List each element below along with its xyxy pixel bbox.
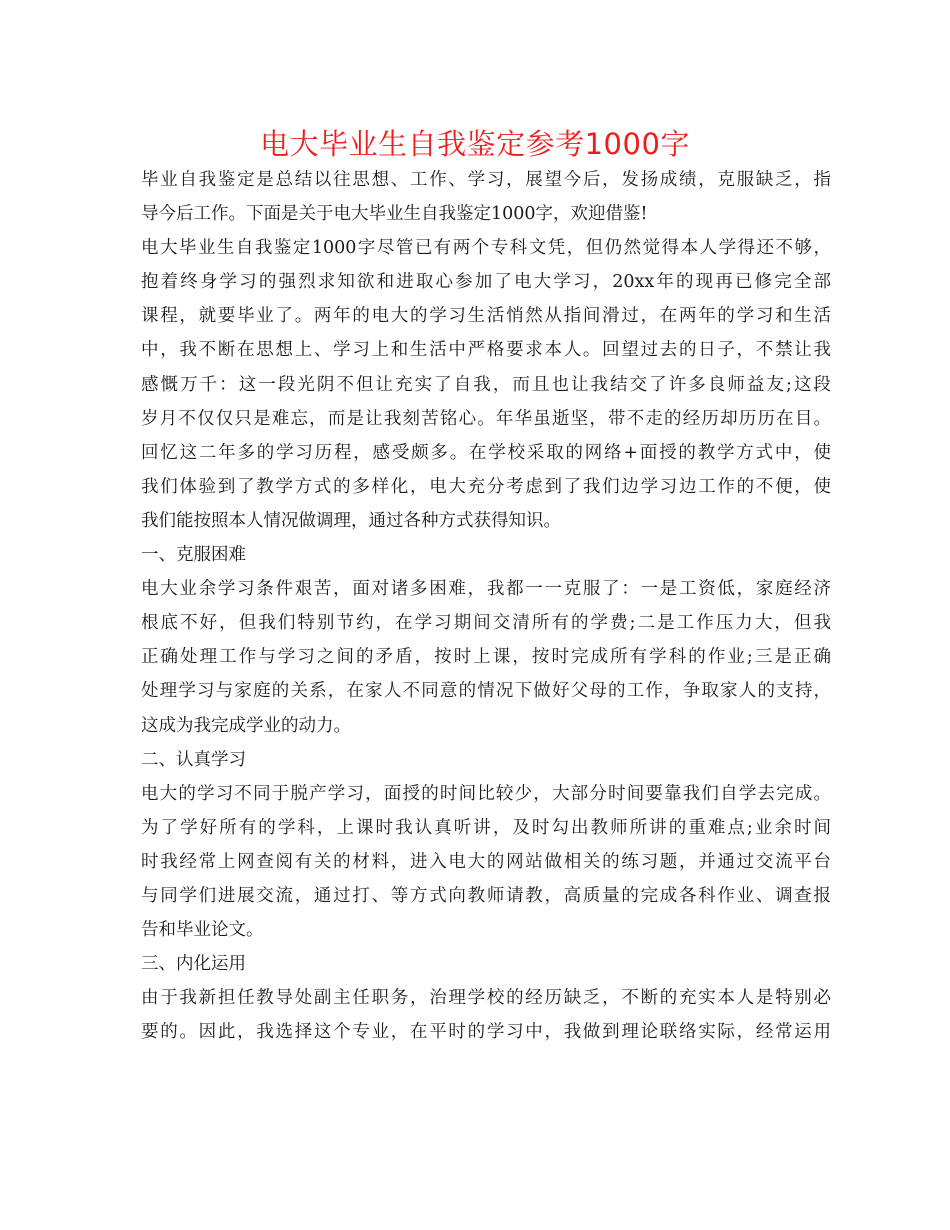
text-line: 电大的学习不同于脱产学习，面授的时间比较少，大部分时间要靠我们自学去完成。	[141, 783, 831, 804]
text-line: 告和毕业论文。	[141, 920, 264, 941]
text-line: 要的。因此，我选择这个专业，在平时的学习中，我做到理论联络实际，经常运用	[141, 1022, 831, 1043]
text-line: 处理学习与家庭的关系，在家人不同意的情况下做好父母的工作，争取家人的支持，	[141, 681, 831, 702]
text-line: 感慨万千：这一段光阴不但让充实了自我，而且也让我结交了许多良师益友;这段	[141, 374, 831, 395]
text-line: 这成为我完成学业的动力。	[141, 715, 351, 736]
text-line: 由于我新担任教导处副主任职务，治理学校的经历缺乏，不断的充实本人是特别必	[141, 988, 831, 1009]
text-line: 课程，就要毕业了。两年的电大的学习生活悄然从指间滑过，在两年的学习和生活	[141, 306, 831, 327]
text-line: 为了学好所有的学科，上课时我认真听讲，及时勾出教师所讲的重难点;业余时间	[141, 817, 831, 838]
text-line: 二、认真学习	[141, 749, 246, 770]
text-line: 电大毕业生自我鉴定1000字尽管已有两个专科文凭，但仍然觉得本人学得还不够，	[141, 238, 831, 259]
document-title: 电大毕业生自我鉴定参考1000字	[260, 127, 690, 161]
text-line: 毕业自我鉴定是总结以往思想、工作、学习，展望今后，发扬成绩，克服缺乏，指	[141, 170, 831, 190]
text-line: 我们能按照本人情况做调理，通过各种方式获得知识。	[141, 510, 561, 531]
text-line: 抱着终身学习的强烈求知欲和进取心参加了电大学习，20xx年的现再已修完全部	[141, 272, 831, 293]
text-line: 岁月不仅仅只是难忘，而是让我刻苦铭心。年华虽逝坚，带不走的经历却历历在目。	[141, 408, 831, 429]
text-line: 根底不好，但我们特别节约，在学习期间交清所有的学费;二是工作压力大，但我	[141, 613, 831, 634]
text-line: 中，我不断在思想上、学习上和生活中严格要求本人。回望过去的日子，不禁让我	[141, 340, 831, 361]
text-line: 与同学们进展交流，通过打、等方式向教师请教，高质量的完成各科作业、调查报	[141, 885, 831, 906]
text-line: 正确处理工作与学习之间的矛盾，按时上课，按时完成所有学科的作业;三是正确	[141, 647, 831, 668]
document-body	[141, 163, 831, 1049]
text-line: 我们体验到了教学方式的多样化，电大充分考虑到了我们边学习边工作的不便，使	[141, 476, 831, 497]
text-line: 一、克服困难	[141, 545, 246, 566]
text-line: 三、内化运用	[141, 954, 246, 975]
text-line: 导今后工作。下面是关于电大毕业生自我鉴定1000字，欢迎借鉴!	[141, 204, 648, 225]
text-line: 回忆这二年多的学习历程，感受颇多。在学校采取的网络+面授的教学方式中，使	[141, 442, 831, 463]
text-line: 电大业余学习条件艰苦，面对诸多困难，我都一一克服了：一是工资低，家庭经济	[141, 579, 831, 600]
text-line: 时我经常上网查阅有关的材料，进入电大的网站做相关的练习题，并通过交流平台	[141, 851, 831, 872]
